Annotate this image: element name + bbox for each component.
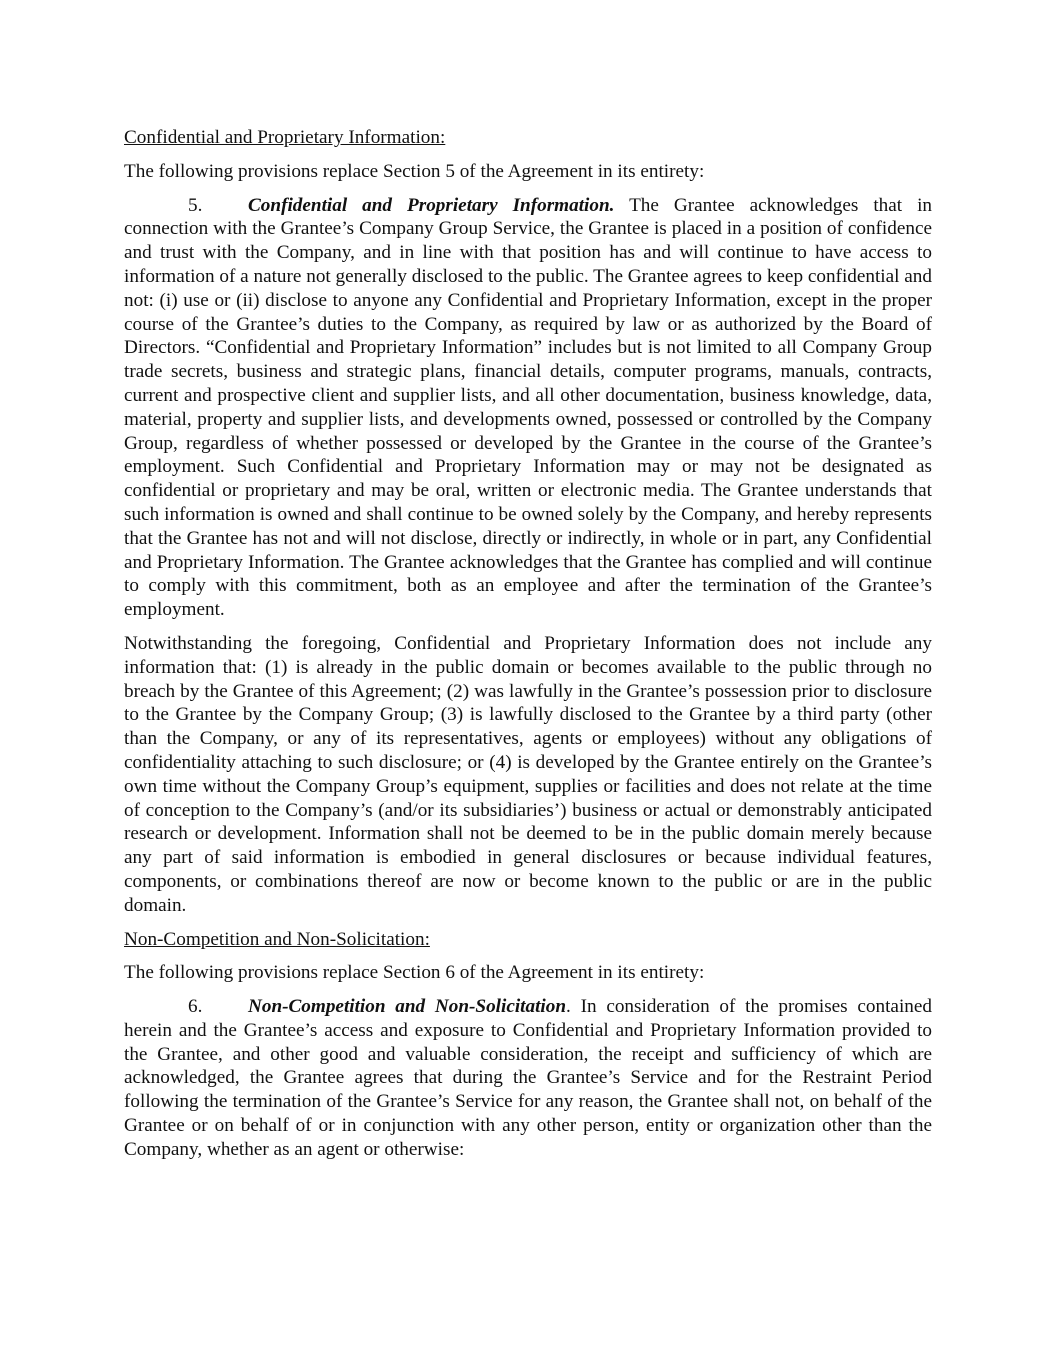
section-6-title: Non-Competition and Non-Solicitation xyxy=(248,996,567,1018)
section-6-paragraph xyxy=(124,995,932,1162)
section-5-heading: Confidential and Proprietary Information: xyxy=(124,127,446,148)
section-6-number: 6. xyxy=(188,996,203,1018)
section-5-title: Confidential and Proprietary Information. xyxy=(248,194,615,216)
document-page xyxy=(124,126,932,1172)
section-5-number: 5. xyxy=(188,194,203,216)
section-5-exclusions: Notwithstanding the foregoing, Confidential and Proprietary Information does not include any information that: (1) is already in the public domain or becomes available to the public through no breach by the Grantee of this Agreement; (2) was lawfully in the Grantee’s possession prior to disclosure to the Grantee by the Company Group; (3) is lawfully disclosed to the Grantee by a third party (other than the Company, or any of its representatives, agents or employees) without any obligations of confidentiality attaching to such disclosure; or (4) is developed by the Grantee entirely on the Grantee’s own time without the Company Group’s equipment, supplies or facilities and does not relate at the time of conception to the Company’s (and/or its subsidiaries’) business or actual or demonstrably anticipated research or development. Information shall not be deemed to be in the public domain merely because any part of said information is embodied in general disclosures or because individual features, components, or combinations thereof are now or become known to the public or are in the public domain. xyxy=(124,632,932,916)
section-6-intro: The following provisions replace Section 6 of the Agreement in its entirety: xyxy=(124,962,705,984)
section-5-intro: The following provisions replace Section 5 of the Agreement in its entirety: xyxy=(124,160,705,182)
section-5-paragraph xyxy=(124,194,932,622)
section-6-body: . In consideration of the promises contained herein and the Grantee’s access and exposure to Confidential and Proprietary Information provided to the Grantee, and other good and valuable consideration, the receipt and sufficiency of which are acknowledged, the Grantee agrees that during the Grantee’s Service and for the Restraint Period following the termination of the Grantee’s Service for any reason, the Grantee shall not, on behalf of the Grantee or on behalf of or in conjunction with any other person, entity or organization other than the Company, whether as an agent or otherwise: xyxy=(124,996,932,1160)
section-5-body: The Grantee acknowledges that in connection with the Grantee’s Company Group Service, the Grantee is placed in a position of confidence and trust with the Company, and in line with that position has and will continue to have access to information of a nature not generally disclosed to the public. The Grantee agrees to keep confidential and not: (i) use or (ii) disclose to anyone any Confidential and Proprietary Information, except in the proper course of the Grantee’s duties to the Company, as required by law or as authorized by the Board of Directors. “Confidential and Proprietary Information” includes but is not limited to all Company Group trade secrets, business and strategic plans, financial details, computer programs, manuals, contracts, current and prospective client and supplier lists, and all other documentation, business knowledge, data, material, property and supplier lists, and developments owned, possessed or controlled by the Company Group, regardless of whether possessed or developed by the Grantee in the course of the Grantee’s employment. Such Confidential and Proprietary Information may or may not be designated as confidential or proprietary and may be oral, written or electronic media. The Grantee understands that such information is owned and shall continue to be owned solely by the Company, and hereby represents that the Grantee has not and will not disclose, directly or indirectly, in whole or in part, any Confidential and Proprietary Information. The Grantee acknowledges that the Grantee has complied and will continue to comply with this commitment, both as an employee and after the termination of the Grantee’s employment. xyxy=(124,194,933,621)
section-6-heading: Non-Competition and Non-Solicitation: xyxy=(124,928,430,950)
